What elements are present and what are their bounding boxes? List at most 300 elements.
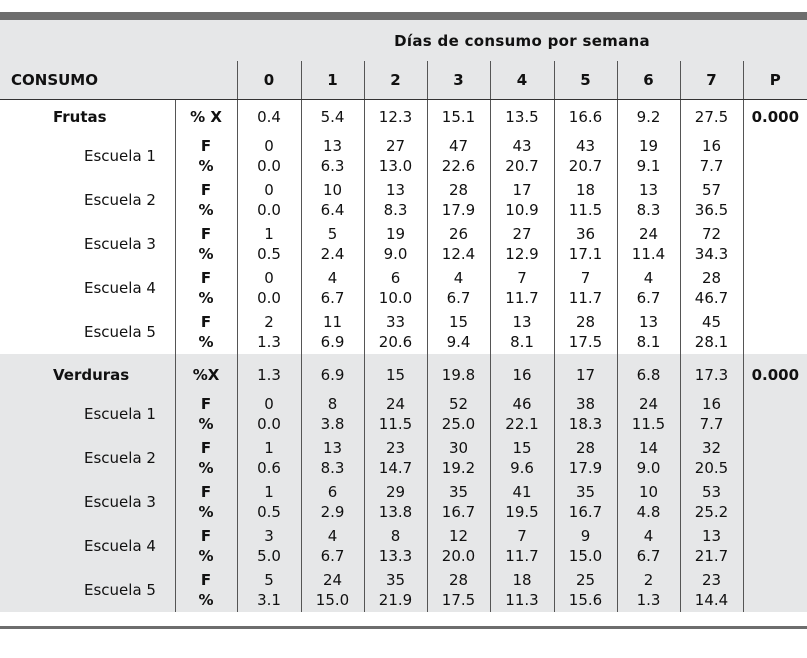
pct-label: % [198,459,214,477]
frequency-value: 0 [264,395,274,413]
value-cell [364,178,427,222]
frequency-value: 53 [701,483,722,501]
percent-value: 0.0 [257,289,281,307]
percent-value: 9.4 [446,333,471,351]
frequency-value: 16 [701,137,722,155]
percent-value: 11.3 [505,591,539,609]
mean-cell: 19.8 [427,358,490,392]
value-cell [680,436,743,480]
mean-cell: 12.3 [364,100,427,135]
day-header-2: 2 [364,61,427,100]
value-cell [237,392,301,436]
percent-value: 13.3 [378,547,413,565]
value-cell [490,310,554,354]
mean-cell: 9.2 [617,100,680,135]
frequency-value: 28 [575,439,596,457]
frequency-value: 7 [580,269,591,287]
value-cell [427,436,490,480]
value-cell [554,266,617,310]
frequency-value: 1 [264,483,274,501]
frequency-value: 15 [448,313,469,331]
percent-value: 0.5 [257,503,281,521]
value-cell [680,134,743,178]
percent-value: 11.4 [631,245,666,263]
percent-value: 34.3 [694,245,729,263]
frequency-value: 5 [327,225,338,243]
value-cell [680,310,743,354]
value-cell [617,134,680,178]
frequency-value: 45 [701,313,722,331]
frequency-value: 0 [264,269,274,287]
percent-value: 15.6 [568,591,603,609]
p-empty-cell [743,436,807,480]
frequency-value: 10 [638,483,659,501]
frequency-value: 7 [517,269,527,287]
table-body [0,20,807,612]
mean-cell: 13.5 [490,100,554,135]
frequency-value: 28 [448,571,469,589]
value-cell [490,266,554,310]
pct-label: % [198,333,214,351]
percent-value: 20.0 [441,547,476,565]
top-rule [0,12,807,20]
frequency-value: 16 [701,395,722,413]
frequency-value: 18 [575,181,596,199]
bottom-rule [0,626,807,629]
value-cell [301,568,364,612]
percent-value: 2.4 [320,245,345,263]
day-header-3: 3 [427,61,490,100]
value-cell [554,524,617,568]
header-days-row [0,61,807,100]
frequency-value: 4 [327,527,338,545]
percent-value: 10.9 [505,201,539,219]
percent-value: 6.7 [446,289,471,307]
mean-cell: 27.5 [680,100,743,135]
frequency-value: 13 [322,137,343,155]
percent-value: 18.3 [568,415,603,433]
school-row [0,222,807,266]
percent-value: 8.1 [636,333,661,351]
header-title-row [0,20,807,61]
pct-label: % [198,547,214,565]
frequency-value: 15 [512,439,532,457]
fp-labels [175,134,237,178]
p-empty-cell [743,568,807,612]
frequency-value: 57 [701,181,722,199]
fp-labels [175,436,237,480]
fp-labels [175,266,237,310]
mean-cell: 0.4 [237,100,301,135]
p-header: P [743,61,807,100]
frequency-value: 28 [575,313,596,331]
pct-label: % [198,503,214,521]
value-cell [301,524,364,568]
value-cell [301,310,364,354]
percent-value: 28.1 [694,333,729,351]
percent-value: 3.8 [320,415,345,433]
percent-value: 17.5 [568,333,603,351]
school-row [0,480,807,524]
frequency-value: 0 [264,137,274,155]
frequency-value: 13 [512,313,532,331]
frequency-value: 11 [322,313,343,331]
category-name: Verduras [0,358,175,392]
p-empty-cell [743,524,807,568]
percent-value: 11.7 [568,289,603,307]
percent-value: 0.6 [257,459,281,477]
value-cell [617,392,680,436]
frequency-value: 4 [643,527,654,545]
frequency-value: 35 [385,571,406,589]
value-cell [237,524,301,568]
p-value: 0.000 [743,100,807,135]
value-cell [427,392,490,436]
frequency-value: 41 [512,483,532,501]
percent-value: 13.8 [378,503,413,521]
percent-value: 17.1 [568,245,603,263]
f-label: F [200,439,212,457]
value-cell [427,568,490,612]
value-cell [490,436,554,480]
value-cell [237,266,301,310]
f-label: F [200,395,212,413]
percent-value: 19.5 [505,503,539,521]
school-row [0,178,807,222]
fp-labels [175,568,237,612]
value-cell [364,392,427,436]
p-empty-cell [743,310,807,354]
frequency-value: 7 [517,527,527,545]
mean-cell: 17 [554,358,617,392]
value-cell [427,266,490,310]
frequency-value: 26 [448,225,469,243]
day-header-6: 6 [617,61,680,100]
frequency-value: 9 [580,527,591,545]
percent-value: 15.0 [315,591,350,609]
value-cell [680,392,743,436]
percent-value: 7.7 [699,415,724,433]
school-name: Escuela 2 [84,191,156,209]
percent-value: 11.7 [505,289,539,307]
f-label: F [200,269,212,287]
value-cell [427,222,490,266]
percent-value: 25.0 [441,415,476,433]
consumption-table [0,20,807,612]
value-cell [237,222,301,266]
category-row [0,100,807,135]
value-cell [364,524,427,568]
percent-value: 8.3 [636,201,661,219]
percent-value: 14.4 [694,591,729,609]
frequency-value: 33 [385,313,406,331]
mean-cell: 16 [490,358,554,392]
value-cell [554,222,617,266]
percent-value: 6.4 [320,201,345,219]
frequency-value: 43 [512,137,532,155]
value-cell [237,480,301,524]
value-cell [301,222,364,266]
frequency-value: 52 [448,395,469,413]
p-empty-cell [743,266,807,310]
value-cell [301,436,364,480]
frequency-value: 4 [327,269,338,287]
value-cell [490,480,554,524]
value-cell [554,568,617,612]
percent-value: 11.7 [505,547,539,565]
frequency-value: 23 [701,571,722,589]
school-name: Escuela 2 [0,436,175,480]
table-title: Días de consumo por semana [237,20,807,61]
percent-value: 9.1 [636,157,661,175]
pct-label: % [198,201,214,219]
mean-cell: 16.6 [554,100,617,135]
percent-value: 20.7 [568,157,603,175]
frequency-value: 24 [322,571,343,589]
school-row [0,392,807,436]
percent-value: 11.5 [378,415,413,433]
value-cell [554,134,617,178]
percent-value: 22.1 [505,415,539,433]
frequency-value: 28 [448,181,469,199]
percent-value: 6.7 [636,547,661,565]
mean-cell: 15.1 [427,100,490,135]
frequency-value: 1 [264,439,274,457]
day-header-0: 0 [237,61,301,100]
percent-value: 0.0 [257,201,281,219]
frequency-value: 25 [575,571,596,589]
stat-label: % X [175,100,237,135]
pct-label: % [198,157,214,175]
frequency-value: 30 [448,439,469,457]
percent-value: 10.0 [378,289,413,307]
value-cell [617,222,680,266]
value-cell [427,134,490,178]
value-cell [237,134,301,178]
day-header-7: 7 [680,61,743,100]
mean-cell: 17.3 [680,358,743,392]
value-cell [490,524,554,568]
school-name: Escuela 4 [0,524,175,568]
frequency-value: 46 [512,395,532,413]
value-cell [680,480,743,524]
fp-labels [175,480,237,524]
percent-value: 9.0 [383,245,408,263]
frequency-value: 6 [390,269,401,287]
frequency-value: 2 [264,313,274,331]
p-empty-cell [743,392,807,436]
percent-value: 0.5 [257,245,281,263]
frequency-value: 32 [701,439,722,457]
percent-value: 6.9 [320,333,345,351]
value-cell [554,480,617,524]
p-empty-cell [743,178,807,222]
day-header-5: 5 [554,61,617,100]
value-cell [554,310,617,354]
category-name: Frutas [53,108,107,126]
value-cell [680,222,743,266]
percent-value: 9.6 [510,459,534,477]
value-cell [490,392,554,436]
percent-value: 19.2 [441,459,476,477]
frequency-value: 24 [638,225,659,243]
frequency-value: 1 [264,225,274,243]
school-row [0,524,807,568]
value-cell [617,480,680,524]
frequency-value: 36 [575,225,596,243]
f-label: F [200,313,212,331]
value-cell [490,178,554,222]
frequency-value: 4 [643,269,654,287]
school-name: Escuela 1 [84,147,156,165]
percent-value: 5.0 [257,547,281,565]
mean-cell: 1.3 [237,358,301,392]
value-cell [427,178,490,222]
value-cell [301,392,364,436]
value-cell [364,568,427,612]
mean-cell: 6.9 [301,358,364,392]
value-cell [364,480,427,524]
frequency-value: 3 [264,527,274,545]
frequency-value: 19 [385,225,406,243]
pct-label: % [198,289,214,307]
value-cell [364,310,427,354]
percent-value: 25.2 [694,503,729,521]
percent-value: 8.3 [320,459,345,477]
frequency-value: 17 [512,181,532,199]
value-cell [617,436,680,480]
value-cell [237,568,301,612]
value-cell [427,480,490,524]
value-cell [301,480,364,524]
value-cell [364,222,427,266]
f-label: F [200,483,212,501]
day-header-1: 1 [301,61,364,100]
p-value: 0.000 [743,358,807,392]
percent-value: 16.7 [568,503,603,521]
value-cell [680,266,743,310]
percent-value: 2.9 [320,503,345,521]
fp-labels [175,392,237,436]
value-cell [364,266,427,310]
percent-value: 16.7 [441,503,476,521]
school-name: Escuela 5 [84,323,156,341]
frequency-value: 6 [327,483,338,501]
value-cell [301,178,364,222]
percent-value: 13.0 [378,157,413,175]
value-cell [364,436,427,480]
frequency-value: 13 [322,439,343,457]
p-empty-cell [743,480,807,524]
percent-value: 0.0 [257,415,281,433]
percent-value: 21.9 [378,591,413,609]
f-label: F [200,571,212,589]
frequency-value: 2 [643,571,654,589]
value-cell [237,310,301,354]
frequency-value: 24 [385,395,406,413]
school-name: Escuela 1 [0,392,175,436]
frequency-value: 72 [701,225,722,243]
percent-value: 17.5 [441,591,476,609]
p-empty-cell [743,134,807,178]
school-row [0,266,807,310]
stat-label: %X [175,358,237,392]
frequency-value: 29 [385,483,406,501]
frequency-value: 13 [385,181,406,199]
school-row [0,568,807,612]
percent-value: 12.4 [441,245,476,263]
frequency-value: 13 [701,527,722,545]
frequency-value: 18 [512,571,532,589]
f-label: F [200,137,212,155]
value-cell [427,524,490,568]
school-name: Escuela 3 [84,235,156,253]
fp-labels [175,310,237,354]
percent-value: 3.1 [257,591,281,609]
f-label: F [200,181,212,199]
frequency-value: 19 [638,137,659,155]
mean-cell: 5.4 [301,100,364,135]
f-label: F [200,527,212,545]
value-cell [617,266,680,310]
frequency-value: 28 [701,269,722,287]
percent-value: 6.3 [320,157,345,175]
value-cell [617,568,680,612]
percent-value: 15.0 [568,547,603,565]
value-cell [680,524,743,568]
frequency-value: 5 [264,571,274,589]
frequency-value: 12 [448,527,469,545]
fp-labels [175,222,237,266]
percent-value: 11.5 [568,201,603,219]
percent-value: 22.6 [441,157,476,175]
percent-value: 4.8 [636,503,661,521]
value-cell [617,524,680,568]
value-cell [237,178,301,222]
mean-cell: 15 [364,358,427,392]
percent-value: 20.5 [694,459,729,477]
value-cell [680,178,743,222]
percent-value: 12.9 [505,245,539,263]
school-row [0,134,807,178]
percent-value: 21.7 [694,547,729,565]
percent-value: 8.3 [383,201,408,219]
p-empty-cell [743,222,807,266]
percent-value: 17.9 [441,201,476,219]
percent-value: 1.3 [636,591,661,609]
pct-label: % [198,245,214,263]
frequency-value: 4 [453,269,464,287]
pct-label: % [198,415,214,433]
category-row [0,358,807,392]
school-row [0,310,807,354]
frequency-value: 35 [575,483,596,501]
frequency-value: 10 [322,181,343,199]
day-header-4: 4 [490,61,554,100]
frequency-value: 0 [264,181,274,199]
value-cell [680,568,743,612]
frequency-value: 23 [385,439,406,457]
percent-value: 6.7 [320,547,345,565]
frequency-value: 27 [512,225,532,243]
frequency-value: 8 [327,395,338,413]
frequency-value: 13 [638,313,659,331]
frequency-value: 24 [638,395,659,413]
value-cell [490,134,554,178]
frequency-value: 13 [638,181,659,199]
percent-value: 9.0 [636,459,661,477]
fp-labels [175,524,237,568]
